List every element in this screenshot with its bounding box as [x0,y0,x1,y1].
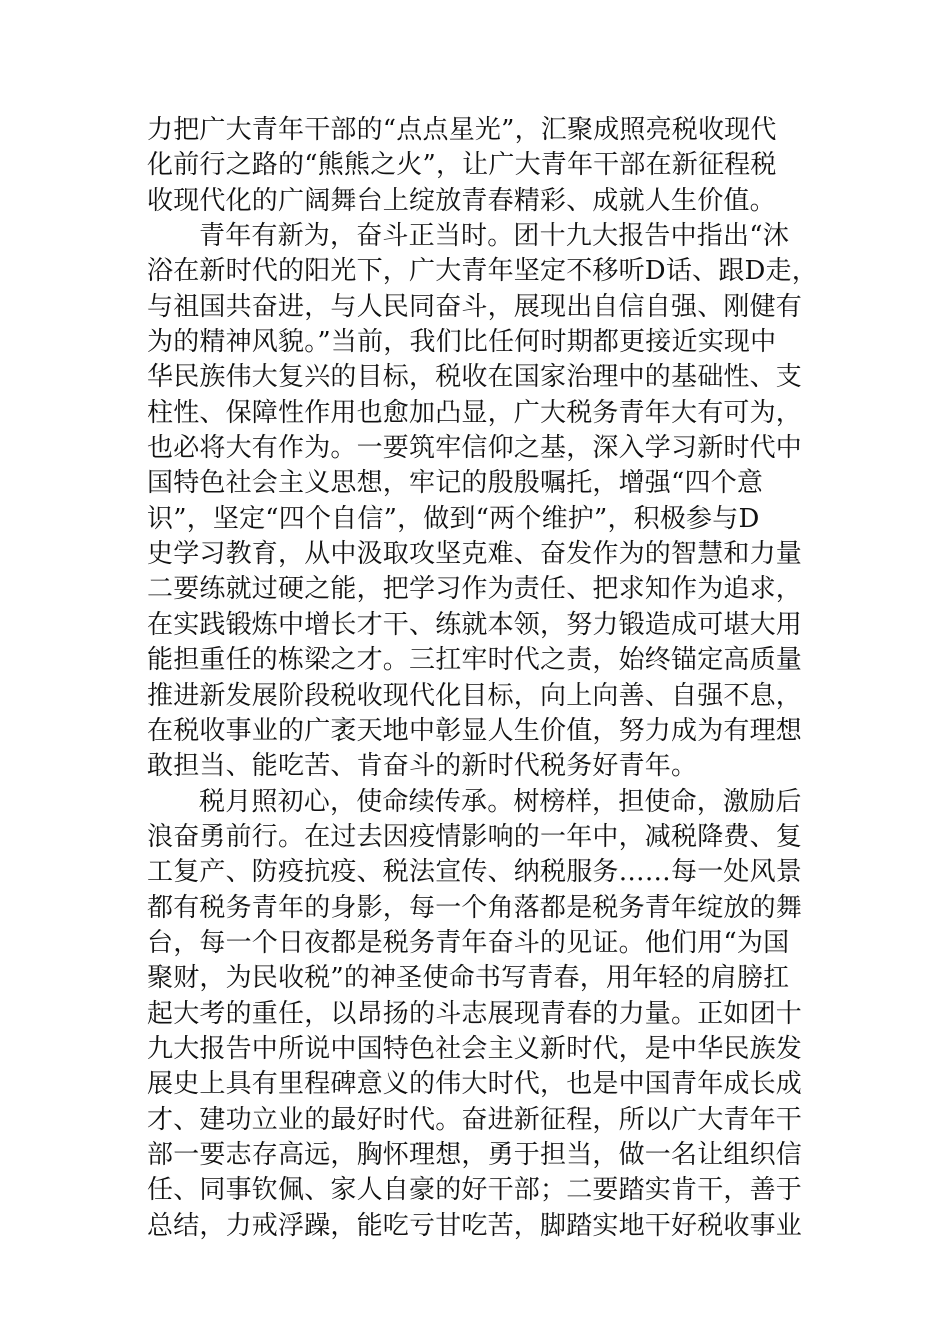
text-line: 浪奋勇前行。在过去因疫情影响的一年中，减税降费、复 [147,821,803,852]
text-line: 在税收事业的广袤天地中彰显人生价值，努力成为有理想 [147,715,803,746]
text-line: 能担重任的栋梁之才。三扛牢时代之责，始终锚定高质量 [147,645,803,676]
body-text [147,113,818,1244]
text-line: 总结，力戒浮躁，能吃亏甘吃苦，脚踏实地干好税收事业 [147,1210,803,1241]
text-line: 识”，坚定“四个自信”，做到“两个维护”，积极参与D [147,503,760,534]
text-line: 敢担当、能吃苦、肯奋斗的新时代税务好青年。 [147,751,698,782]
text-line: 华民族伟大复兴的目标，税收在国家治理中的基础性、支 [147,362,803,393]
text-line: 浴在新时代的阳光下，广大青年坚定不移听D话、跟D走， [147,256,818,287]
paragraph-first-line: 青年有新为，奋斗正当时。团十九大报告中指出“沐 [199,221,789,252]
text-line: 台，每一个日夜都是税务青年奋斗的见证。他们用“为国 [147,927,790,958]
text-line: 收现代化的广阔舞台上绽放青春精彩、成就人生价值。 [147,185,776,216]
text-line: 二要练就过硬之能，把学习作为责任、把求知作为追求， [147,574,803,605]
text-line: 柱性、保障性作用也愈加凸显，广大税务青年大有可为， [147,397,803,428]
text-line: 力把广大青年干部的“点点星光”，汇聚成照亮税收现代 [147,115,777,145]
text-line: 推进新发展阶段税收现代化目标，向上向善、自强不息， [147,680,803,711]
text-line: 在实践锻炼中增长才干、练就本领，努力锻造成可堪大用 [147,609,803,640]
text-line: 工复产、防疫抗疫、税法宣传、纳税服务……每一处风景 [147,857,803,888]
text-line: 化前行之路的“熊熊之火”，让广大青年干部在新征程税 [147,150,777,181]
text-line: 都有税务青年的身影，每一个角落都是税务青年绽放的舞 [147,892,803,923]
text-line: 与祖国共奋进，与人民同奋斗，展现出自信自强、刚健有 [147,291,803,322]
text-line: 聚财，为民收税”的神圣使命书写青春，用年轻的肩膀扛 [147,963,790,994]
text-line: 任、同事钦佩、家人自豪的好干部；二要踏实肯干，善于 [147,1175,803,1206]
text-line: 部一要志存高远，胸怀理想，勇于担当，做一名让组织信 [147,1139,803,1170]
text-line: 为的精神风貌。”当前，我们比任何时期都更接近实现中 [147,327,777,358]
text-line: 展史上具有里程碑意义的伟大时代，也是中国青年成长成 [147,1069,803,1100]
text-line: 国特色社会主义思想，牢记的殷殷嘱托，增强“四个意 [147,468,764,499]
text-line: 也必将大有作为。一要筑牢信仰之基，深入学习新时代中 [147,433,803,464]
paragraph-first-line: 税月照初心，使命续传承。树榜样，担使命，激励后 [199,786,802,817]
text-line: 史学习教育，从中汲取攻坚克难、奋发作为的智慧和力量 [147,539,803,570]
text-line: 九大报告中所说中国特色社会主义新时代，是中华民族发 [147,1033,803,1064]
text-line: 起大考的重任，以昂扬的斗志展现青春的力量。正如团十 [147,998,803,1029]
text-line: 才、建功立业的最好时代。奋进新征程，所以广大青年干 [147,1104,803,1135]
